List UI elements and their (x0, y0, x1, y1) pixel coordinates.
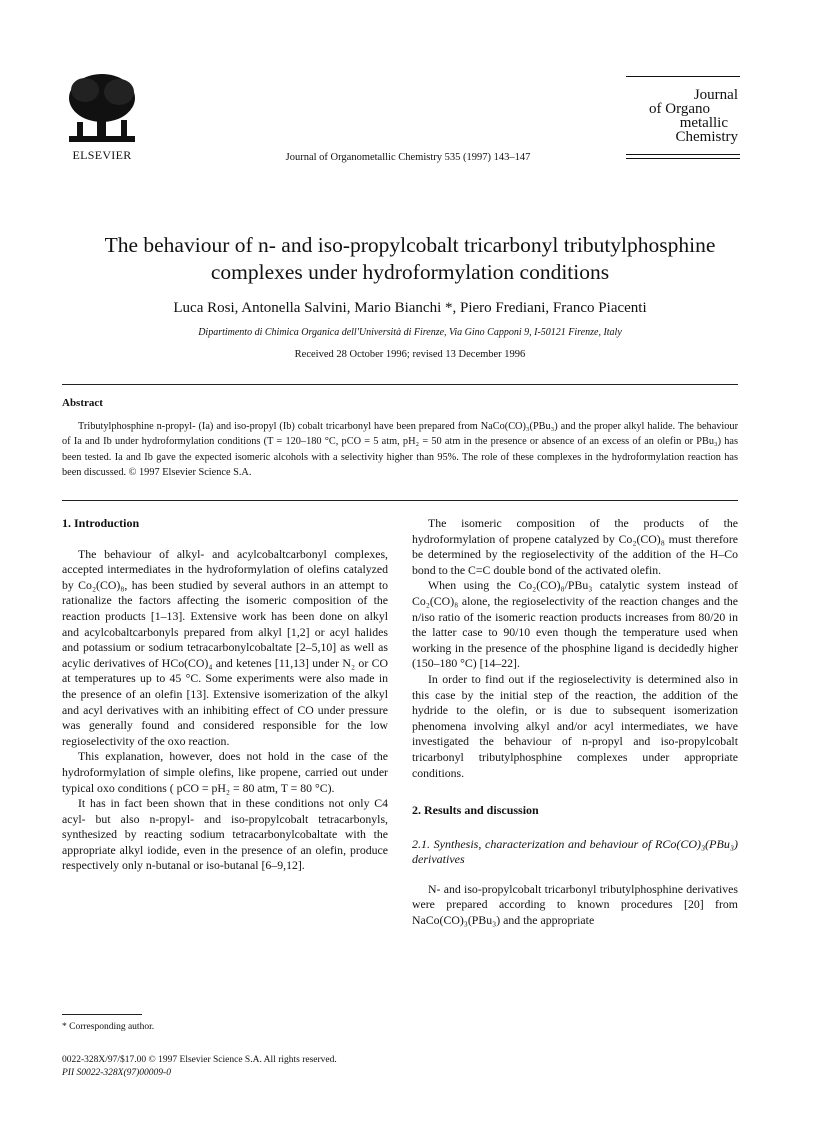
right-column (412, 516, 738, 929)
footnote-rule (62, 1014, 142, 1015)
elsevier-logo (62, 70, 142, 163)
title-line-2: complexes under hydroformylation conditions (210, 260, 610, 284)
journal-logo-line-2: of Organo (649, 101, 710, 117)
intro-paragraph-2: This explanation, however, does not hold in the case of the hydroformylation of simple olefins, like propene, carried out under typical oxo conditions ( pCO = pH₂ = 80 atm, T = 80 °C). (62, 749, 388, 795)
abstract-heading: Abstract (62, 397, 103, 409)
title-line-1: The behaviour of n- and iso-propylcobalt tricarbonyl tributylphosphine (104, 233, 716, 257)
affiliation: Dipartimento di Chimica Organica dell'Università di Firenze, Via Gino Capponi 9, I-50121 Firenze, Italy (198, 327, 622, 338)
journal-logo (626, 76, 740, 162)
journal-logo-line-3: metallic (679, 115, 728, 131)
section-heading-results: 2. Results and discussion (412, 803, 539, 818)
authors: Luca Rosi, Antonella Salvini, Mario Bianchi *, Piero Frediani, Franco Piacenti (173, 300, 647, 316)
intro-paragraph-3: It has in fact been shown that in these conditions not only C4 acyl- but also n-propyl- and iso-propylcobalt tetracarbonyls, synthesized by reacting sodium tetracarbonylcobaltate with the appropriate alkyl iodide, even in the presence of an olefin, produce respectively only n-butanal or iso-butanal [6–9,12]. (62, 796, 388, 873)
subsection-heading: 2.1. Synthesis, characterization and behaviour of RCo(CO)₃(PBu₃) derivatives (412, 836, 738, 867)
divider-top (62, 384, 738, 385)
right-paragraph-1: The isomeric composition of the products of the hydroformylation of propene catalyzed by Co₂(CO)₈ must therefore be determined by the regioselectivity of the addition of the H–Co bond to the C=C double bond of the activated olefin. (412, 516, 738, 577)
left-column (62, 516, 388, 874)
copyright-line-1: 0022-328X/97/$17.00 © 1997 Elsevier Science S.A. All rights reserved. (62, 1055, 337, 1065)
article-title (60, 232, 760, 286)
journal-logo-line-4: Chemistry (675, 129, 738, 145)
section-heading-introduction: 1. Introduction (62, 516, 140, 530)
journal-logo-line-1: Journal (693, 87, 738, 103)
publisher-name: ELSEVIER (72, 148, 132, 162)
abstract-text: Tributylphosphine n-propyl- (Ia) and iso-propyl (Ib) cobalt tricarbonyl have been prepared from NaCo(CO)₃(PBu₃) and the proper alkyl halide. The behaviour of Ia and Ib under hydroformylation conditions (T = 120–180 °C, pCO = 5 atm, pH₂ = 50 atm in the presence or absence of an excess of an olefin or PBu₃) has been tested. Ia and Ib gave the expected isomeric alcohols with a selectivity higher than 95%. The role of these complexes in the hydroformylation reaction has been discussed. © 1997 Elsevier Science S.A. (62, 421, 738, 479)
divider-bottom (62, 500, 738, 501)
tree-logo-icon (63, 70, 141, 146)
intro-paragraph-1: The behaviour of alkyl- and acylcobaltcarbonyl complexes, accepted intermediates in the hydroformylation of olefins catalyzed by Co₂(CO)₈, has been studied by several authors in an attempt to rationalize the factors affecting the isomeric composition of the reaction products [1–13]. Extensive work has been done on alkyl and acylcobaltcarbonyls prepared from alkyl [1,2] or acyl halides and potassium or sodium tetracarbonylcobaltate [2–5,10] as well as acylic derivatives of HCo(CO)₄ and ketenes [11,13] under N₂ or CO at temperatures up to 45 °C. Some experiments were also made in the presence of an olefin [13]. Extensive isomerization of the alkyl and acyl derivatives with an inhibiting effect of CO under pressure was generally found and considered responsible for the low regioselectivity of the oxo reaction. (62, 546, 388, 748)
right-paragraph-3: In order to find out if the regioselectivity is determined also in this case by the initial step of the reaction, the addition of the hydride to the olefin, or is due to subsequent isomerization phenomena involving alkyl and/or acyl intermediates, we have investigated the behaviour of n-propyl and iso-propylcobalt tricarbonyl tributylphosphine complexes under appropriate conditions. (412, 671, 738, 780)
journal-citation: Journal of Organometallic Chemistry 535 (1997) 143–147 (285, 152, 531, 163)
right-paragraph-2: When using the Co₂(CO)₈/PBu₃ catalytic system instead of Co₂(CO)₈ alone, the regioselectivity of the reaction changes and the n/iso ratio of the isomeric reaction products increases from 80/20 in the latter case to 90/10 even though the temperature used when working in the presence of the phosphine ligand is decidedly higher (150–180 °C) [14–22]. (412, 578, 738, 671)
copyright-line-2: PII S0022-328X(97)00009-0 (62, 1068, 171, 1078)
right-paragraph-4: N- and iso-propylcobalt tricarbonyl tributylphosphine derivatives were prepared according to known procedures [20] from NaCo(CO)₃(PBu₃) and the appropriate (412, 881, 738, 928)
footnote: * Corresponding author. (62, 1022, 155, 1032)
copyright (62, 1054, 337, 1080)
received-date: Received 28 October 1996; revised 13 December 1996 (294, 349, 526, 360)
